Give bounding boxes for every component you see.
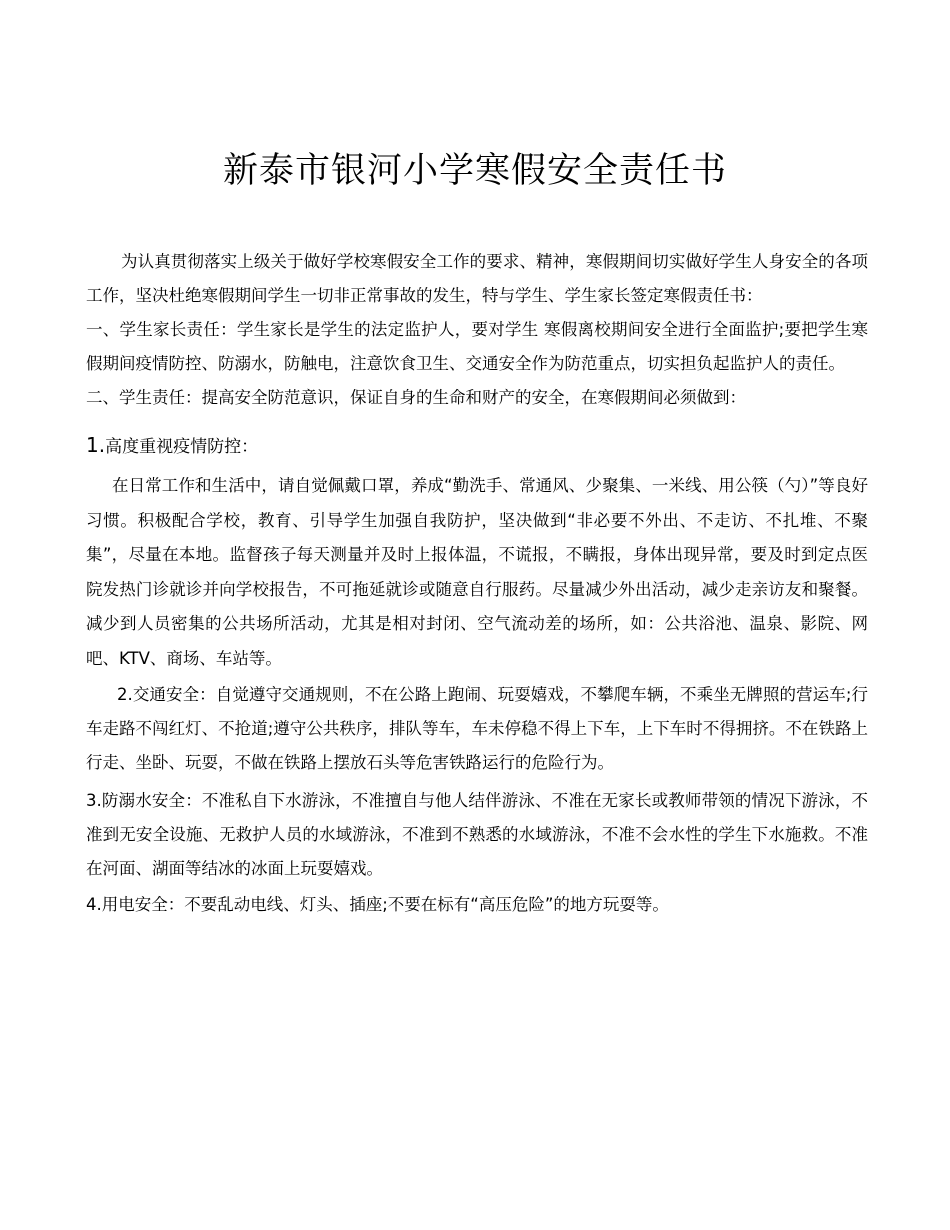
item2-paragraph: 2.交通安全：自觉遵守交通规则，不在公路上跑闹、玩耍嬉戏，不攀爬车辆，不乘坐无牌照的营运车;行车走路不闯红灯、不抢道;遵守公共秩序，排队等车，车未停稳不得上下车，上下车时不得拥挤。不在铁路上行走、坐卧、玩耍，不做在铁路上摆放石头等危害铁路运行的危险行为。	[86, 685, 868, 772]
item3-paragraph: 3.防溺水安全：不准私自下水游泳，不准擅自与他人结伴游泳、不准在无家长或教师带领的情况下游泳，不准到无安全设施、无救护人员的水域游泳，不准到不熟悉的水域游泳，不准不会水性的学生下水施救。不准在河面、湖面等结冰的冰面上玩耍嬉戏。	[86, 791, 868, 878]
student-responsibility-paragraph: 二、学生责任：提高安全防范意识，保证自身的生命和财产的安全，在寒假期间必须做到：	[86, 388, 746, 407]
item4-paragraph: 4.用电安全：不要乱动电线、灯头、插座;不要在标有“高压危险”的地方玩耍等。	[86, 895, 669, 914]
document-body	[86, 245, 868, 922]
intro-paragraph: 为认真贯彻落实上级关于做好学校寒假安全工作的要求、精神，寒假期间切实做好学生人身安全的各项工作，坚决杜绝寒假期间学生一切非正常事故的发生，特与学生、学生家长签定寒假责任书：	[86, 252, 868, 305]
item1-heading-text: 高度重视疫情防控：	[105, 437, 259, 457]
document-title: 新泰市银河小学寒假安全责任书	[222, 151, 727, 191]
item1-body: 在日常工作和生活中，请自觉佩戴口罩，养成“勤洗手、常通风、少聚集、一米线、用公筷（勺）”等良好习惯。积极配合学校，教育、引导学生加强自我防护，坚决做到“非必要不外出、不走访、不扎堆、不聚集”，尽量在本地。监督孩子每天测量并及时上报体温，不谎报，不瞒报，身体出现异常，要及时到定点医院发热门诊就诊并向学校报告，不可拖延就诊或随意自行服药。尽量减少外出活动，减少走亲访友和聚餐。减少到人员密集的公共场所活动，尤其是相对封闭、空气流动差的场所，如：公共浴池、温泉、影院、网吧、KTV、商场、车站等。	[86, 476, 868, 668]
item1-number: 1.	[86, 433, 106, 457]
parent-responsibility-paragraph: 一、学生家长责任：学生家长是学生的法定监护人，要对学生 寒假离校期间安全进行全面监护;要把学生寒假期间疫情防控、防溺水，防触电，注意饮食卫生、交通安全作为防范重点，切实担负起监护人的责任。	[86, 320, 868, 373]
item1-heading	[86, 428, 868, 464]
